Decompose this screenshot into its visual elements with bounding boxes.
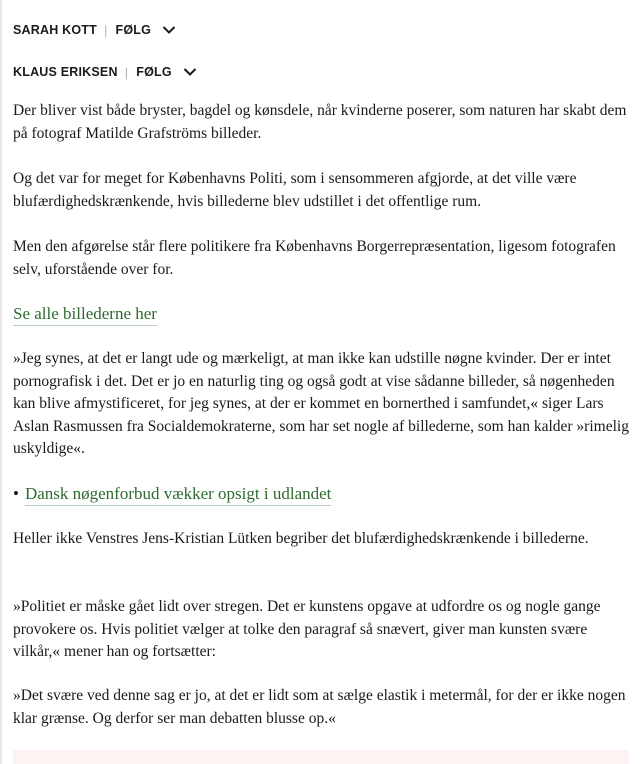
article-paragraph: Og det var for meget for Københavns Politi, som i sensommeren afgjorde, at det ville være blufærdighedskrænkende, hvis billederne blev udstillet i det offentlige rum. (13, 170, 577, 210)
chevron-down-icon (183, 67, 197, 77)
follow-button[interactable] (116, 23, 177, 37)
article-paragraph: »Jeg synes, at det er langt ude og mærkeligt, at man ikke kan udstille nøgne kvinder. Der er intet pornografisk i det. Det er jo en naturlig ting og også godt at vise sådanne billeder, så nøgenheden kan blive afmystificeret, for jeg synes, at der er kommet en bornerthed i samfundet,« siger Lars Aslan Rasmussen fra Socialdemokraterne, som har set nogle af billederne, som han kalder »rimelig uskyldige«. (13, 350, 629, 457)
article-paragraph: »Det svære ved denne sag er jo, at det er lidt som at sælge elastik i metermål, for der er ikke nogen klar grænse. Og derfor ser man debatten blusse op.« (13, 687, 626, 727)
bottom-content-box (13, 750, 629, 764)
see-all-images-link[interactable]: Se alle billederne her (13, 304, 157, 326)
author-row-sarah-kott (13, 20, 176, 40)
see-all-images-link-block (13, 302, 157, 326)
article-paragraph: Heller ikke Venstres Jens-Kristian Lütken begriber det blufærdighedskrænkende i billederne. (13, 530, 589, 547)
author-name[interactable]: SARAH KOTT (13, 23, 97, 37)
related-article-block (13, 482, 331, 506)
author-name[interactable]: KLAUS ERIKSEN (13, 65, 118, 79)
article-paragraph: »Politiet er måske gået lidt over stregen. Det er kunstens opgave at udfordre os og nogle gange provokere os. Hvis politiet vælger at tolke den paragraf så snævert, giver man kunsten svære vilkår,« mener han og fortsætter: (13, 598, 601, 660)
article-paragraph: Der bliver vist både bryster, bagdel og kønsdele, når kvinderne poserer, som naturen har skabt dem på fotograf Matilde Grafströms billeder. (13, 102, 627, 142)
author-separator: | (124, 64, 129, 80)
related-article-link[interactable]: Dansk nøgenforbud vækker opsigt i udlandet (25, 484, 331, 506)
follow-label: FØLG (136, 65, 172, 79)
chevron-down-icon (162, 25, 176, 35)
author-separator: | (103, 22, 108, 38)
follow-label: FØLG (115, 23, 152, 37)
left-border-rule (0, 0, 2, 764)
author-row-klaus-eriksen (13, 62, 197, 82)
follow-button[interactable] (136, 65, 197, 79)
bullet-icon: • (13, 484, 19, 503)
article-paragraph: Men den afgørelse står flere politikere fra Københavns Borgerrepræsentation, ligesom fotografen selv, uforstående over for. (13, 238, 616, 278)
